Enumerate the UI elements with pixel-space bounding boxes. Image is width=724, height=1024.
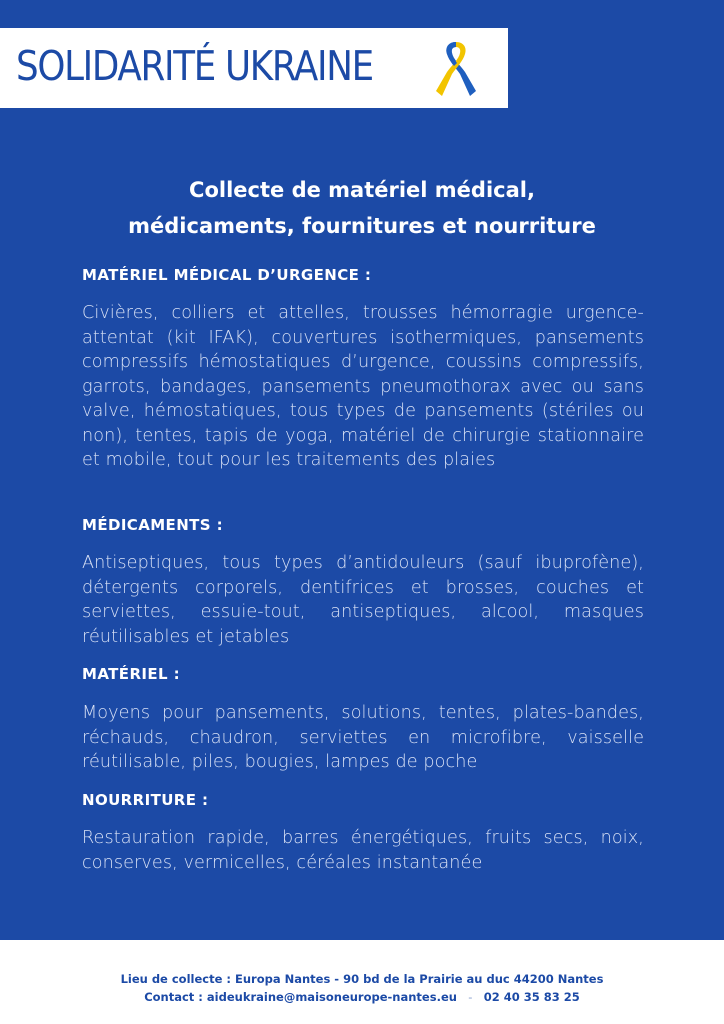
header-banner [0,28,508,108]
contact-email[interactable]: Contact : aideukraine@maisoneurope-nantes.eu [144,990,457,1004]
section-body-equipment: Moyens pour pansements, solutions, tentes, plates-bandes, réchauds, chaudron, serviettes en microfibre, vaisselle réutilisable, piles, bougies, lampes de poche [82,703,644,772]
section-body-emergency-medical: Civières, colliers et attelles, trousses hémorragie urgence-attentat (kit IFAK), couvertures isothermiques, pansements compressifs hémostatiques d’urgence, coussins compressifs, garrots, bandages, pansements pneumothorax avec ou sans valve, hémostatiques, tous types de pansements (stériles ou non), tentes, tapis de yoga, matériel de chirurgie stationnaire et mobile, tout pour les traitements des plaies [82,303,644,470]
contact-separator: - [460,990,480,1004]
contact-phone[interactable]: 02 40 35 83 25 [483,990,580,1004]
ukraine-ribbon-icon [434,36,478,100]
section-title-equipment: MATÉRIEL : [82,665,181,683]
main-heading-line-2: médicaments, fournitures et nourriture [128,214,596,238]
section-title-food: NOURRITURE : [82,791,209,809]
page-title: SOLIDARITÉ UKRAINE [16,42,373,90]
section-title-emergency-medical: MATÉRIEL MÉDICAL D’URGENCE : [82,266,372,284]
main-heading-line-1: Collecte de matériel médical, [189,178,535,202]
contact-line [0,988,724,1006]
collection-location: Lieu de collecte : Europa Nantes - 90 bd de la Prairie au duc 44200 Nantes [120,972,604,986]
footer [0,970,724,1006]
main-heading [62,172,662,244]
section-body-food: Restauration rapide, barres énergétiques, fruits secs, noix, conserves, vermicelles, céréales instantanée [82,828,644,873]
section-body-medication: Antiseptiques, tous types d’antidouleurs (sauf ibuprofène), détergents corporels, dentifrices et brosses, couches et serviettes, essuie-tout, antiseptiques, alcool, masques réutilisables et jetables [82,553,644,647]
section-title-medication: MÉDICAMENTS : [82,516,224,534]
